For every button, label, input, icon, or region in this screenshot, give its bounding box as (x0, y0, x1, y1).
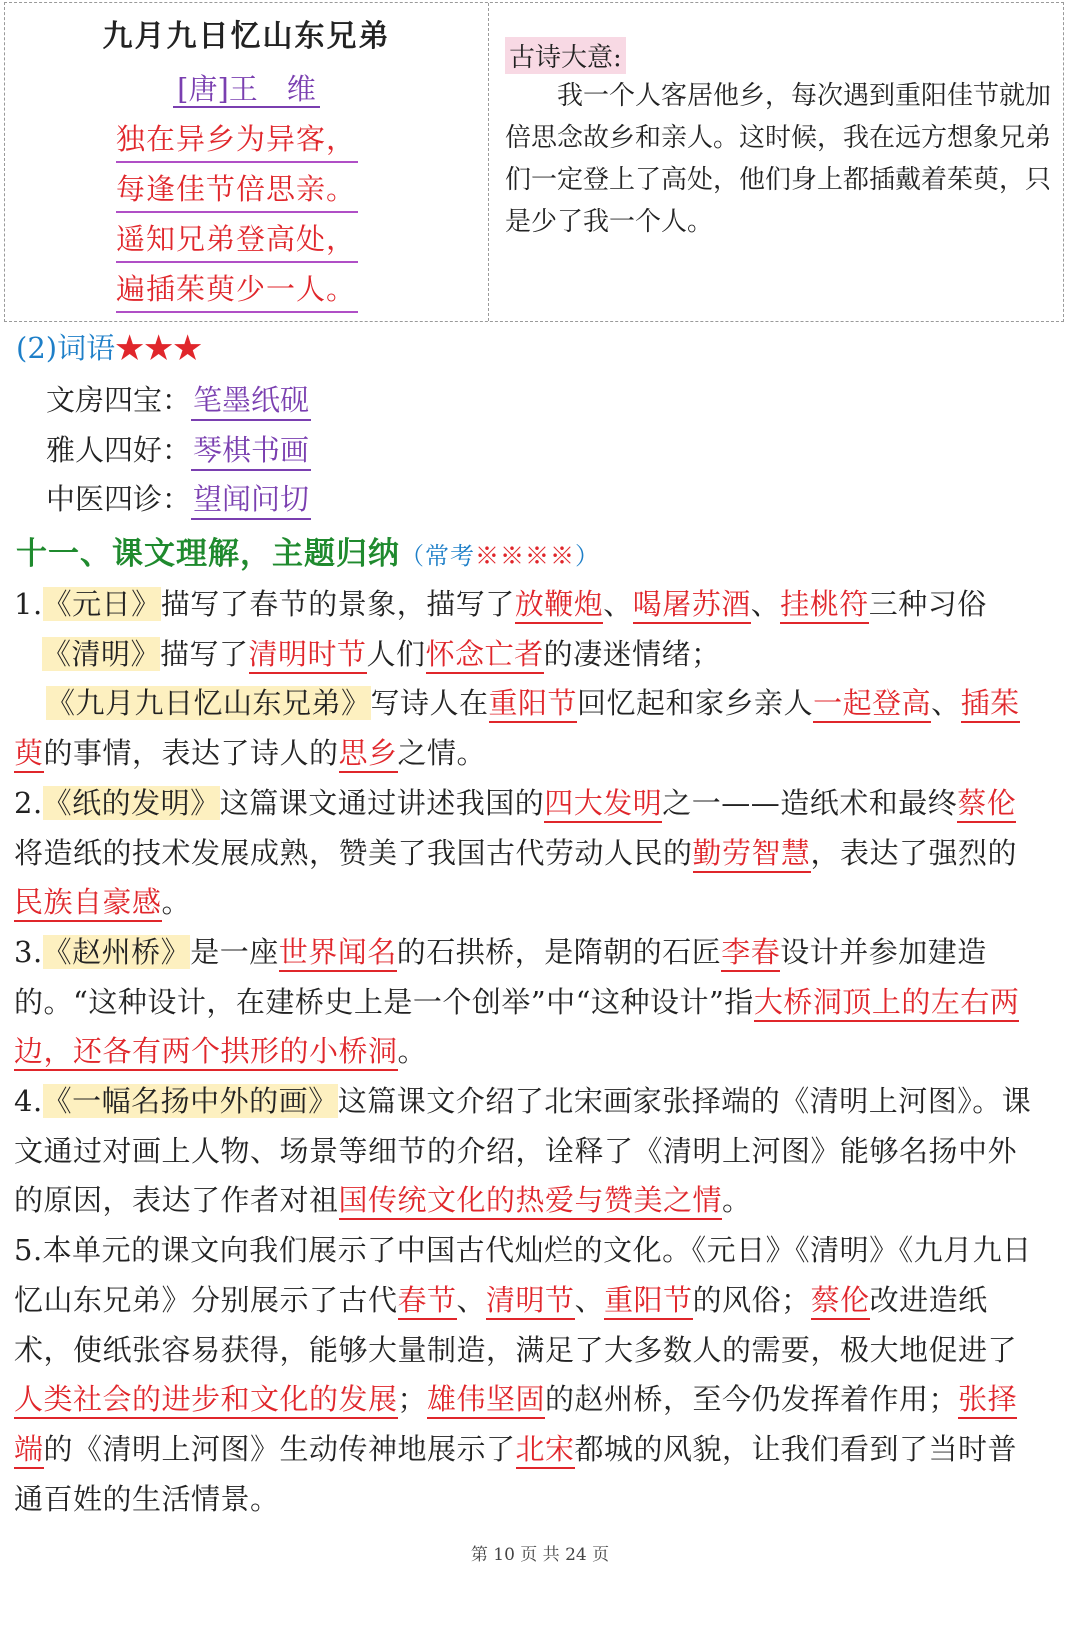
text: ； (397, 1382, 428, 1417)
keyword: 勤劳智慧 (693, 836, 811, 873)
text: 的风俗； (692, 1282, 811, 1317)
text: 这篇课文通过讲述我国的 (219, 785, 545, 820)
item-number: 3. (14, 934, 43, 969)
list-item (14, 928, 1034, 1077)
frequency-marks: ※※※※ (475, 542, 575, 570)
lesson-title: 《赵州桥》 (42, 934, 191, 969)
text: 描写了春节的景象，描写了 (160, 587, 515, 621)
text: ，表达了强烈的 (810, 835, 1018, 870)
section-title: (2)词语 (16, 331, 116, 365)
keyword: 思乡 (339, 736, 398, 773)
keyword: 喝屠苏酒 (633, 587, 751, 624)
keyword: 重阳节 (604, 1283, 693, 1320)
word-row (46, 428, 311, 469)
item-number: 4. (14, 1084, 43, 1119)
word-label: 文房四宝： (46, 383, 192, 417)
list-item (14, 779, 1034, 928)
lesson-title: 《九月九日忆山东兄弟》 (46, 686, 371, 721)
keyword: 李春 (721, 935, 780, 972)
word-value: 琴棋书画 (191, 433, 311, 471)
section-title: 十一、课文理解，主题归纳 (16, 536, 400, 572)
meaning-body (505, 75, 1053, 243)
text: 的《清明上河图》生动传神地展示了 (43, 1431, 516, 1466)
text: 的事情，表达了诗人的 (43, 736, 339, 771)
text: 设计并参加建造的。“这种设计，在建桥史上是一个创举”中“这种设计”指 (14, 934, 987, 1019)
text: 之一——造纸术和最终 (662, 785, 958, 820)
poem-line: 独在异乡为异客， (116, 117, 358, 163)
poem-line: 每逢佳节倍思亲。 (116, 167, 358, 213)
lesson-title: 《元日》 (42, 587, 161, 621)
list-item (14, 1226, 1034, 1524)
poem-line: 遍插茱萸少一人。 (116, 267, 358, 313)
text: 人们 (366, 636, 426, 671)
word-value: 笔墨纸砚 (191, 383, 311, 421)
exam-tag: 常考 (425, 542, 475, 570)
text: 是一座 (190, 934, 279, 969)
poem-author-text: [唐]王 维 (173, 72, 320, 108)
keyword: 一起登高 (813, 686, 931, 723)
lesson-title: 《一幅名扬中外的画》 (42, 1084, 338, 1119)
keyword: 蔡伦 (957, 786, 1016, 823)
word-label: 雅人四好： (46, 433, 192, 467)
text: 。 (397, 1034, 428, 1069)
page-footer: 第 10 页 共 24 页 (470, 1545, 610, 1565)
keyword: 四大发明 (544, 786, 662, 823)
section-summary-heading (16, 528, 600, 573)
item-number: 1. (14, 587, 43, 621)
text: 三种习俗 (868, 587, 987, 621)
text: 写诗人在 (370, 686, 489, 721)
keyword: 插茱萸 (14, 686, 1020, 773)
lesson-title: 《纸的发明》 (42, 785, 220, 820)
keyword: 大桥洞顶上的左右两边，还各有两个拱形的小桥洞 (14, 985, 1019, 1072)
keyword: 重阳节 (489, 686, 578, 723)
lesson-title: 《清明》 (42, 636, 161, 671)
paren-close: ） (575, 542, 600, 570)
keyword: 北宋 (516, 1432, 575, 1469)
text: 回忆起和家乡亲人 (577, 686, 814, 721)
text: 的石拱桥，是隋朝的石匠 (396, 934, 722, 969)
keyword: 挂桃符 (780, 587, 869, 624)
text: 、 (603, 587, 633, 621)
keyword: 清明节 (486, 1283, 575, 1320)
keyword: 怀念亡者 (426, 637, 544, 674)
poem-line: 遥知兄弟登高处， (116, 217, 358, 263)
keyword: 张择端 (14, 1382, 1017, 1469)
poem-title: 九月九日忆山东兄弟 (102, 19, 391, 54)
word-row (46, 378, 311, 419)
word-value: 望闻问切 (191, 482, 311, 520)
poem-author (5, 67, 488, 108)
text: 改进造纸术，使纸张容易获得，能够大量制造，满足了大多数人的需要，极大地促进了 (14, 1282, 1018, 1367)
stars-rating: ★★★ (115, 331, 203, 365)
item-number: 5. (14, 1233, 43, 1268)
keyword: 春节 (398, 1283, 457, 1320)
word-label: 中医四诊： (46, 482, 192, 516)
text: 。 (722, 1183, 752, 1218)
list-item (14, 1077, 1034, 1226)
text: 都城的风貌，让我们看到了当时普通百姓的生活情景。 (14, 1431, 1018, 1516)
section-vocabulary-heading (16, 326, 202, 367)
keyword: 蔡伦 (811, 1283, 870, 1320)
meaning-text: 我一个人客居他乡，每次遇到重阳佳节就加倍思念故乡和亲人。这时候，我在远方想象兄弟们一定登上了高处，他们身上都插戴着茱萸，只是少了我一个人。 (505, 81, 1052, 237)
poem-cell (5, 3, 489, 321)
keyword: 民族自豪感 (14, 885, 162, 922)
text: 将造纸的技术发展成熟，赞美了我国古代劳动人民的 (14, 835, 693, 870)
summary-content (14, 580, 1034, 1524)
text: 、 (574, 1282, 605, 1317)
keyword: 放鞭炮 (515, 587, 604, 624)
keyword: 雄伟坚固 (427, 1382, 545, 1419)
text: 。 (161, 885, 192, 920)
keyword: 国传统文化的热爱与赞美之情 (339, 1183, 723, 1220)
list-item (14, 580, 1034, 779)
word-row (46, 477, 311, 518)
text: 、 (456, 1282, 487, 1317)
item-number: 2. (14, 785, 43, 820)
text: 本单元的课文向我们展示了中国古代灿烂的文化。《元日》《清明》《九月九日忆山东兄弟》分别展示了古代 (14, 1233, 1032, 1317)
text: 的凄迷情绪； (543, 636, 721, 671)
keyword: 世界闻名 (279, 935, 397, 972)
keyword: 清明时节 (249, 637, 367, 674)
paren-open: （ (400, 542, 425, 570)
text: 之情。 (397, 736, 487, 771)
text: 、 (931, 686, 961, 721)
text: 这篇课文介绍了北宋画家张择端的《清明上河图》。课文通过对画上人物、场景等细节的介绍，诠释了《清明上河图》能够名扬中外的原因，表达了作者对祖 (14, 1084, 1032, 1218)
text: 、 (750, 587, 781, 621)
poem-table (4, 2, 1064, 322)
meaning-title: 古诗大意: (505, 37, 626, 74)
text: 的赵州桥，至今仍发挥着作用； (545, 1382, 959, 1417)
keyword: 人类社会的进步和文化的发展 (14, 1382, 398, 1419)
text: 描写了 (160, 636, 249, 671)
